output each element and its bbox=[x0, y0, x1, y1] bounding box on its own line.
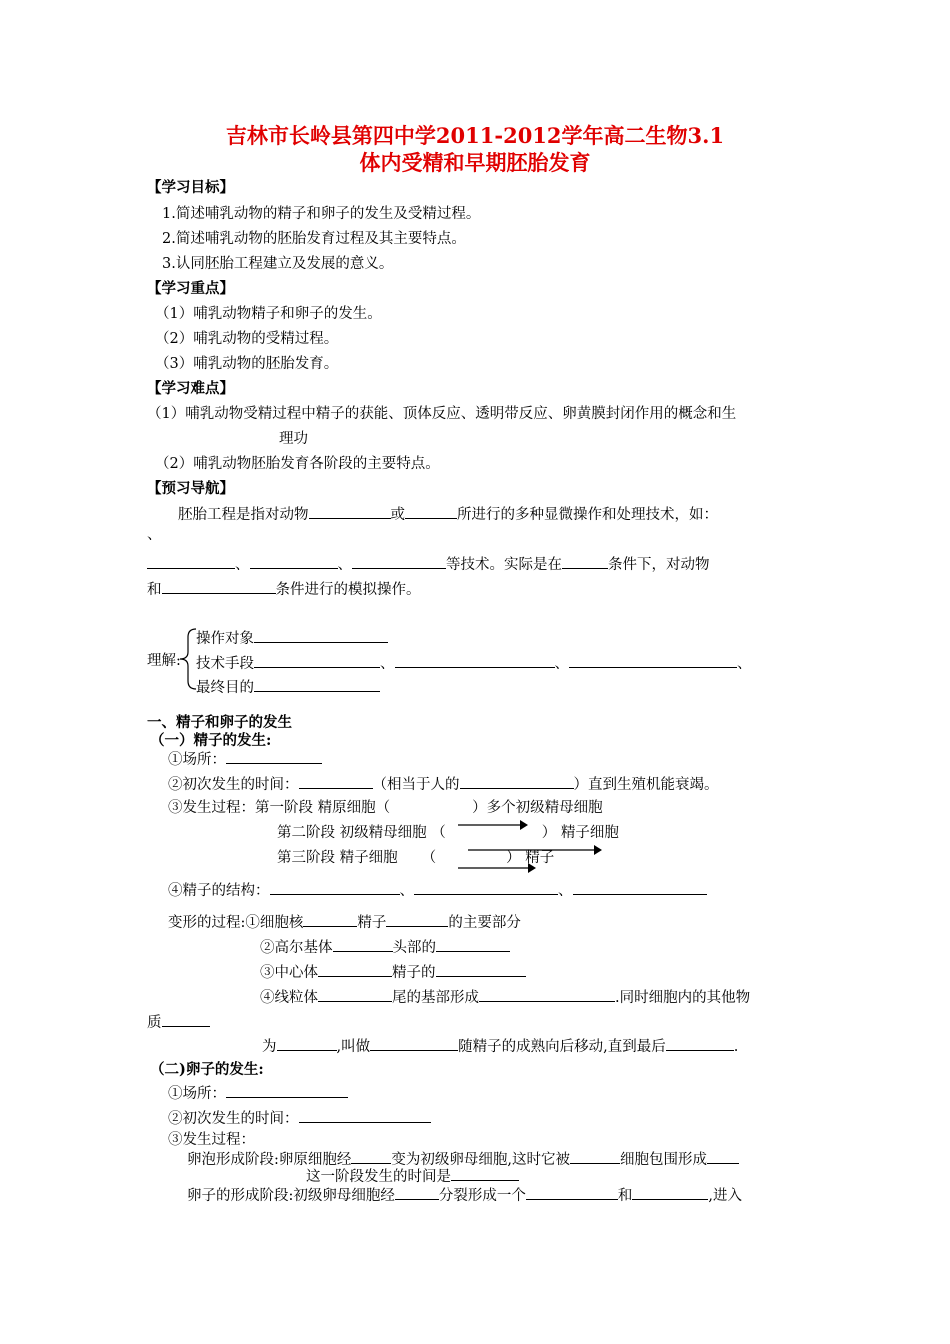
text: ③中心体 bbox=[260, 965, 318, 981]
objective-item: 3.认同胚胎工程建立及发展的意义。 bbox=[162, 256, 394, 272]
objectives-heading: 【学习目标】 bbox=[147, 179, 234, 196]
text: 精子的 bbox=[392, 965, 436, 981]
blank[interactable] bbox=[333, 936, 393, 952]
blank[interactable] bbox=[162, 1011, 210, 1027]
text: ,叫做 bbox=[336, 1039, 371, 1055]
key-point-item: （1）哺乳动物精子和卵子的发生。 bbox=[155, 306, 382, 322]
blank[interactable] bbox=[436, 961, 526, 977]
arrow-icon bbox=[468, 843, 602, 857]
blank[interactable] bbox=[318, 986, 392, 1002]
text: 第三阶段 精子细胞 bbox=[277, 850, 398, 866]
sperm-heading: （一）精子的发生: bbox=[150, 732, 272, 749]
text: ②初次发生的时间： bbox=[168, 777, 299, 793]
understand-means bbox=[196, 652, 752, 674]
text: 和 bbox=[617, 1188, 633, 1204]
text: （ bbox=[421, 850, 437, 866]
text: 操作对象 bbox=[196, 631, 254, 647]
preview-paragraph-line-1 bbox=[178, 503, 718, 525]
text: 、 bbox=[235, 557, 250, 573]
blank[interactable] bbox=[162, 578, 276, 594]
text: 变形的过程: bbox=[168, 915, 246, 931]
blank[interactable] bbox=[147, 553, 235, 569]
text: 或 bbox=[390, 507, 405, 523]
text: 变为初级卵母细胞,这时它被 bbox=[391, 1152, 570, 1168]
deform-line-5 bbox=[262, 1035, 738, 1057]
text: 、 bbox=[337, 557, 352, 573]
understand-object bbox=[196, 627, 388, 649]
blank[interactable] bbox=[632, 1184, 708, 1200]
text: 等技术。实际是在 bbox=[446, 557, 562, 573]
key-point-item: （3）哺乳动物的胚胎发育。 bbox=[155, 356, 339, 372]
text: ） 精子细胞 bbox=[541, 825, 619, 841]
egg-process: ③发生过程： bbox=[168, 1132, 255, 1148]
blank[interactable] bbox=[460, 773, 574, 789]
blank[interactable] bbox=[254, 627, 388, 643]
text: ②初次发生的时间： bbox=[168, 1111, 299, 1127]
blank[interactable] bbox=[309, 503, 391, 519]
blank[interactable] bbox=[451, 1165, 519, 1181]
blank[interactable] bbox=[352, 553, 446, 569]
sperm-place bbox=[168, 748, 322, 770]
blank[interactable] bbox=[386, 911, 448, 927]
text: 卵子的形成阶段:初级卵母细胞经 bbox=[187, 1188, 395, 1204]
difficulty-item-continued: 理功 bbox=[279, 431, 308, 447]
text: ①场所： bbox=[168, 1086, 226, 1102]
blank[interactable] bbox=[405, 503, 457, 519]
text: . bbox=[733, 1039, 739, 1055]
objective-item: 2.简述哺乳动物的胚胎发育过程及其主要特点。 bbox=[162, 231, 466, 247]
text: 尾的基部形成 bbox=[392, 990, 479, 1006]
blank[interactable] bbox=[303, 911, 357, 927]
understand-goal bbox=[196, 676, 380, 698]
preview-comma: 、 bbox=[147, 527, 162, 543]
preview-paragraph-line-2 bbox=[147, 553, 710, 575]
blank[interactable] bbox=[250, 553, 338, 569]
text: ④线粒体 bbox=[260, 990, 318, 1006]
text: ,进入 bbox=[708, 1188, 742, 1204]
text: 条件进行的模拟操作。 bbox=[275, 582, 421, 598]
deform-line-4-continued bbox=[147, 1011, 210, 1033]
text: ④精子的结构： bbox=[168, 883, 270, 899]
sperm-process-stage-2 bbox=[277, 823, 619, 843]
text: （相当于人的 bbox=[372, 777, 460, 793]
egg-place bbox=[168, 1082, 348, 1104]
blank[interactable] bbox=[666, 1035, 734, 1051]
deform-line-2 bbox=[260, 936, 510, 958]
objective-item: 1.简述哺乳动物的精子和卵子的发生及受精过程。 bbox=[162, 206, 481, 222]
egg-formation-stage bbox=[187, 1184, 742, 1206]
text: 为 bbox=[262, 1039, 277, 1055]
text: 、 bbox=[399, 883, 414, 899]
text: 头部的 bbox=[392, 940, 436, 956]
blank[interactable] bbox=[479, 986, 615, 1002]
blank[interactable] bbox=[226, 1082, 348, 1098]
preview-heading: 【预习导航】 bbox=[147, 480, 234, 497]
text: ） 精子 bbox=[506, 850, 555, 866]
sperm-structure bbox=[168, 879, 707, 901]
text: 随精子的成熟向后移动,直到最后 bbox=[458, 1039, 666, 1055]
egg-heading: （二)卵子的发生: bbox=[150, 1061, 264, 1078]
blank[interactable] bbox=[270, 879, 400, 895]
text: 细胞包围形成 bbox=[620, 1152, 707, 1168]
text: 和 bbox=[147, 582, 162, 598]
section-1-heading: 一、精子和卵子的发生 bbox=[147, 714, 292, 731]
sperm-time bbox=[168, 773, 719, 795]
text: 精子 bbox=[357, 915, 387, 931]
blank[interactable] bbox=[299, 1107, 431, 1123]
blank[interactable] bbox=[277, 1035, 337, 1051]
text: 最终目的 bbox=[196, 680, 254, 696]
deform-line-4 bbox=[260, 986, 750, 1008]
text: ）多个初级精母细胞 bbox=[472, 800, 603, 816]
text: 这一阶段发生的时间是 bbox=[306, 1169, 451, 1185]
blank[interactable] bbox=[370, 1035, 458, 1051]
sperm-process-stage-1 bbox=[168, 798, 603, 818]
difficulty-item: （1）哺乳动物受精过程中精子的获能、顶体反应、透明带反应、卵黄膜封闭作用的概念和生 bbox=[147, 406, 737, 422]
brace-icon bbox=[176, 628, 198, 690]
deform-line-1 bbox=[168, 911, 521, 933]
blank[interactable] bbox=[226, 748, 322, 764]
blank[interactable] bbox=[562, 553, 608, 569]
text: 胚胎工程是指对动物 bbox=[178, 507, 309, 523]
blank[interactable] bbox=[318, 961, 392, 977]
text: 卵泡形成阶段:卵原细胞经 bbox=[187, 1152, 352, 1168]
blank[interactable] bbox=[351, 1148, 391, 1164]
text: 的主要部分 bbox=[448, 915, 521, 931]
text: ①场所： bbox=[168, 752, 226, 768]
text: ②高尔基体 bbox=[260, 940, 333, 956]
blank[interactable] bbox=[526, 1184, 618, 1200]
text: 质 bbox=[147, 1015, 162, 1031]
difficulties-heading: 【学习难点】 bbox=[147, 380, 234, 397]
blank[interactable] bbox=[707, 1148, 739, 1164]
text: ③发生过程：第一阶段 精原细胞（ bbox=[168, 800, 391, 816]
blank[interactable] bbox=[573, 879, 707, 895]
blank[interactable] bbox=[414, 879, 558, 895]
blank[interactable] bbox=[395, 652, 555, 668]
blank[interactable] bbox=[569, 652, 737, 668]
blank[interactable] bbox=[299, 773, 373, 789]
text: 、 bbox=[380, 656, 395, 672]
difficulty-item: （2）哺乳动物胚胎发育各阶段的主要特点。 bbox=[155, 456, 440, 472]
text: ①细胞核 bbox=[245, 915, 304, 931]
key-point-item: （2）哺乳动物的受精过程。 bbox=[155, 331, 339, 347]
blank[interactable] bbox=[254, 676, 380, 692]
text: .同时细胞内的其他物 bbox=[615, 990, 751, 1006]
text: 所进行的多种显微操作和处理技术，如： bbox=[457, 507, 718, 523]
text: 分裂形成一个 bbox=[438, 1188, 526, 1204]
text: 技术手段 bbox=[196, 656, 254, 672]
text: 第二阶段 初级精母细胞 （ bbox=[277, 825, 446, 841]
text: 、 bbox=[554, 656, 569, 672]
text: ）直到生殖机能衰竭。 bbox=[573, 777, 719, 793]
arrow-icon bbox=[458, 818, 528, 832]
preview-paragraph-line-3 bbox=[147, 578, 421, 600]
text: 条件下，对动物 bbox=[608, 557, 710, 573]
arrow-icon bbox=[458, 861, 536, 875]
egg-time bbox=[168, 1107, 431, 1129]
understand-label: 理解: bbox=[147, 653, 181, 669]
text: 、 bbox=[558, 883, 573, 899]
text: 、 bbox=[737, 656, 752, 672]
title-line-2: 体内受精和早期胚胎发育 bbox=[359, 150, 591, 175]
blank[interactable] bbox=[436, 936, 510, 952]
key-points-heading: 【学习重点】 bbox=[147, 280, 234, 297]
blank[interactable] bbox=[395, 1184, 439, 1200]
blank[interactable] bbox=[570, 1148, 620, 1164]
blank[interactable] bbox=[254, 652, 380, 668]
title-line-1: 吉林市长岭县第四中学2011-2012学年高二生物3.1 bbox=[225, 123, 725, 148]
deform-line-3 bbox=[260, 961, 526, 983]
